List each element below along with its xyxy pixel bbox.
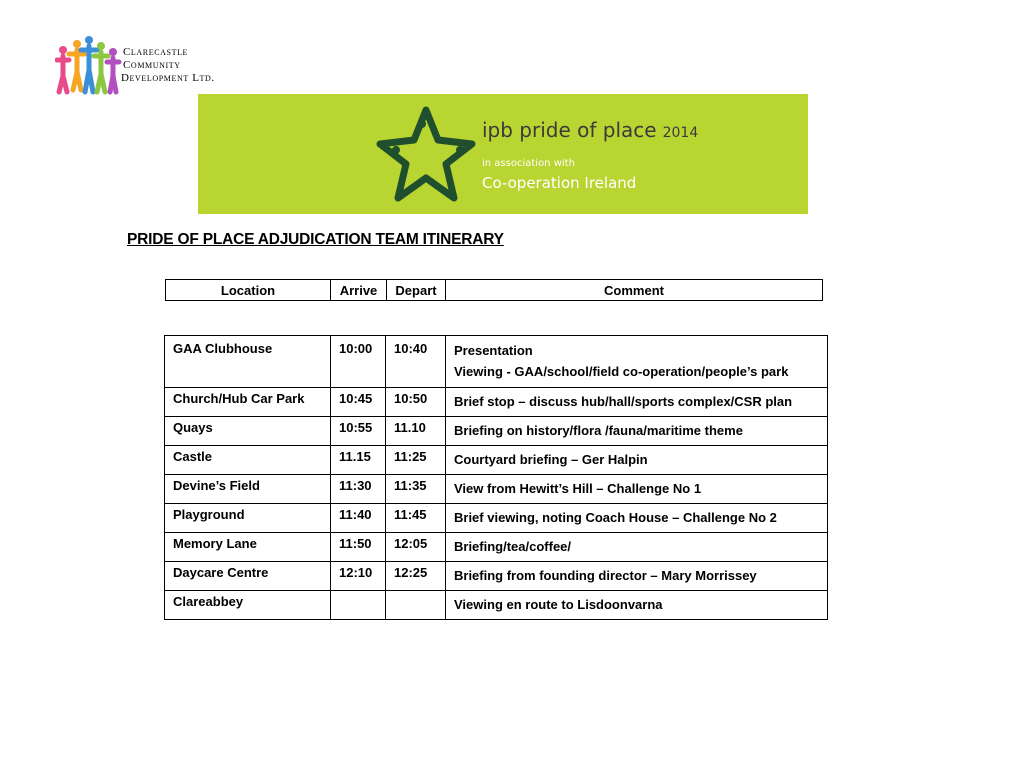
comment-line: Courtyard briefing – Ger Halpin xyxy=(454,452,648,467)
cell-arrive: 10:55 xyxy=(331,417,386,446)
banner-association-text: in association with xyxy=(482,158,575,169)
cell-location: Memory Lane xyxy=(165,533,331,562)
table-row xyxy=(165,591,828,620)
cell-comment xyxy=(446,336,828,388)
table-row xyxy=(165,417,828,446)
organisation-name xyxy=(123,46,233,85)
cell-depart xyxy=(386,591,446,620)
table-row xyxy=(165,446,828,475)
itinerary-header-table xyxy=(165,279,823,301)
cell-arrive: 11.15 xyxy=(331,446,386,475)
cell-comment xyxy=(446,446,828,475)
cell-depart: 11.10 xyxy=(386,417,446,446)
cell-depart: 10:50 xyxy=(386,388,446,417)
cell-arrive: 10:00 xyxy=(331,336,386,388)
org-name-line-3: Development Ltd. xyxy=(121,72,215,84)
itinerary-table xyxy=(164,335,828,620)
org-name-line-2: Community xyxy=(123,59,181,71)
cell-comment xyxy=(446,388,828,417)
cell-depart: 11:35 xyxy=(386,475,446,504)
table-row xyxy=(165,475,828,504)
table-row xyxy=(165,504,828,533)
cell-arrive: 11:50 xyxy=(331,533,386,562)
comment-line: Presentation xyxy=(454,343,533,358)
cell-arrive: 10:45 xyxy=(331,388,386,417)
cell-depart: 10:40 xyxy=(386,336,446,388)
org-name-line-1: Clarecastle xyxy=(123,46,189,58)
cell-location: Quays xyxy=(165,417,331,446)
cell-depart: 12:25 xyxy=(386,562,446,591)
banner-title-text: ipb pride of place xyxy=(482,118,657,142)
table-row xyxy=(165,533,828,562)
page-title: PRIDE OF PLACE ADJUDICATION TEAM ITINERARY xyxy=(127,231,504,248)
table-row xyxy=(165,562,828,591)
cell-comment xyxy=(446,504,828,533)
comment-line: Viewing en route to Lisdoonvarna xyxy=(454,597,663,612)
banner-title xyxy=(482,118,698,142)
cell-comment xyxy=(446,417,828,446)
cell-location: Church/Hub Car Park xyxy=(165,388,331,417)
cell-comment xyxy=(446,562,828,591)
cell-location: Castle xyxy=(165,446,331,475)
column-header-arrive: Arrive xyxy=(331,280,387,301)
cell-location: GAA Clubhouse xyxy=(165,336,331,388)
cell-arrive: 11:40 xyxy=(331,504,386,533)
banner-year: 2014 xyxy=(662,125,699,141)
comment-line: Briefing from founding director – Mary Morrissey xyxy=(454,568,757,583)
cell-depart: 11:25 xyxy=(386,446,446,475)
comment-line: View from Hewitt’s Hill – Challenge No 1 xyxy=(454,481,702,496)
cell-comment xyxy=(446,475,828,504)
header-row xyxy=(166,280,823,301)
pride-of-place-banner xyxy=(198,94,808,214)
comment-line: Brief viewing, noting Coach House – Challenge No 2 xyxy=(454,510,777,525)
cell-location: Daycare Centre xyxy=(165,562,331,591)
organisation-logo xyxy=(55,36,225,98)
cell-location: Devine’s Field xyxy=(165,475,331,504)
comment-line: Brief stop – discuss hub/hall/sports complex/CSR plan xyxy=(454,394,793,409)
column-header-comment: Comment xyxy=(446,280,823,301)
comment-line: Viewing - GAA/school/field co-operation/people’s park xyxy=(454,364,789,379)
column-header-depart: Depart xyxy=(387,280,446,301)
people-figures-icon xyxy=(55,36,123,98)
cell-location: Playground xyxy=(165,504,331,533)
star-logo-icon xyxy=(376,106,476,202)
table-row xyxy=(165,336,828,388)
comment-line: Briefing on history/flora /fauna/maritime theme xyxy=(454,423,743,438)
cell-arrive: 12:10 xyxy=(331,562,386,591)
table-row xyxy=(165,388,828,417)
cell-depart: 12:05 xyxy=(386,533,446,562)
cell-arrive: 11:30 xyxy=(331,475,386,504)
banner-partner-name: Co-operation Ireland xyxy=(482,174,637,192)
cell-depart: 11:45 xyxy=(386,504,446,533)
column-header-location: Location xyxy=(166,280,331,301)
cell-arrive xyxy=(331,591,386,620)
comment-line: Briefing/tea/coffee/ xyxy=(454,539,572,554)
cell-location: Clareabbey xyxy=(165,591,331,620)
cell-comment xyxy=(446,591,828,620)
cell-comment xyxy=(446,533,828,562)
